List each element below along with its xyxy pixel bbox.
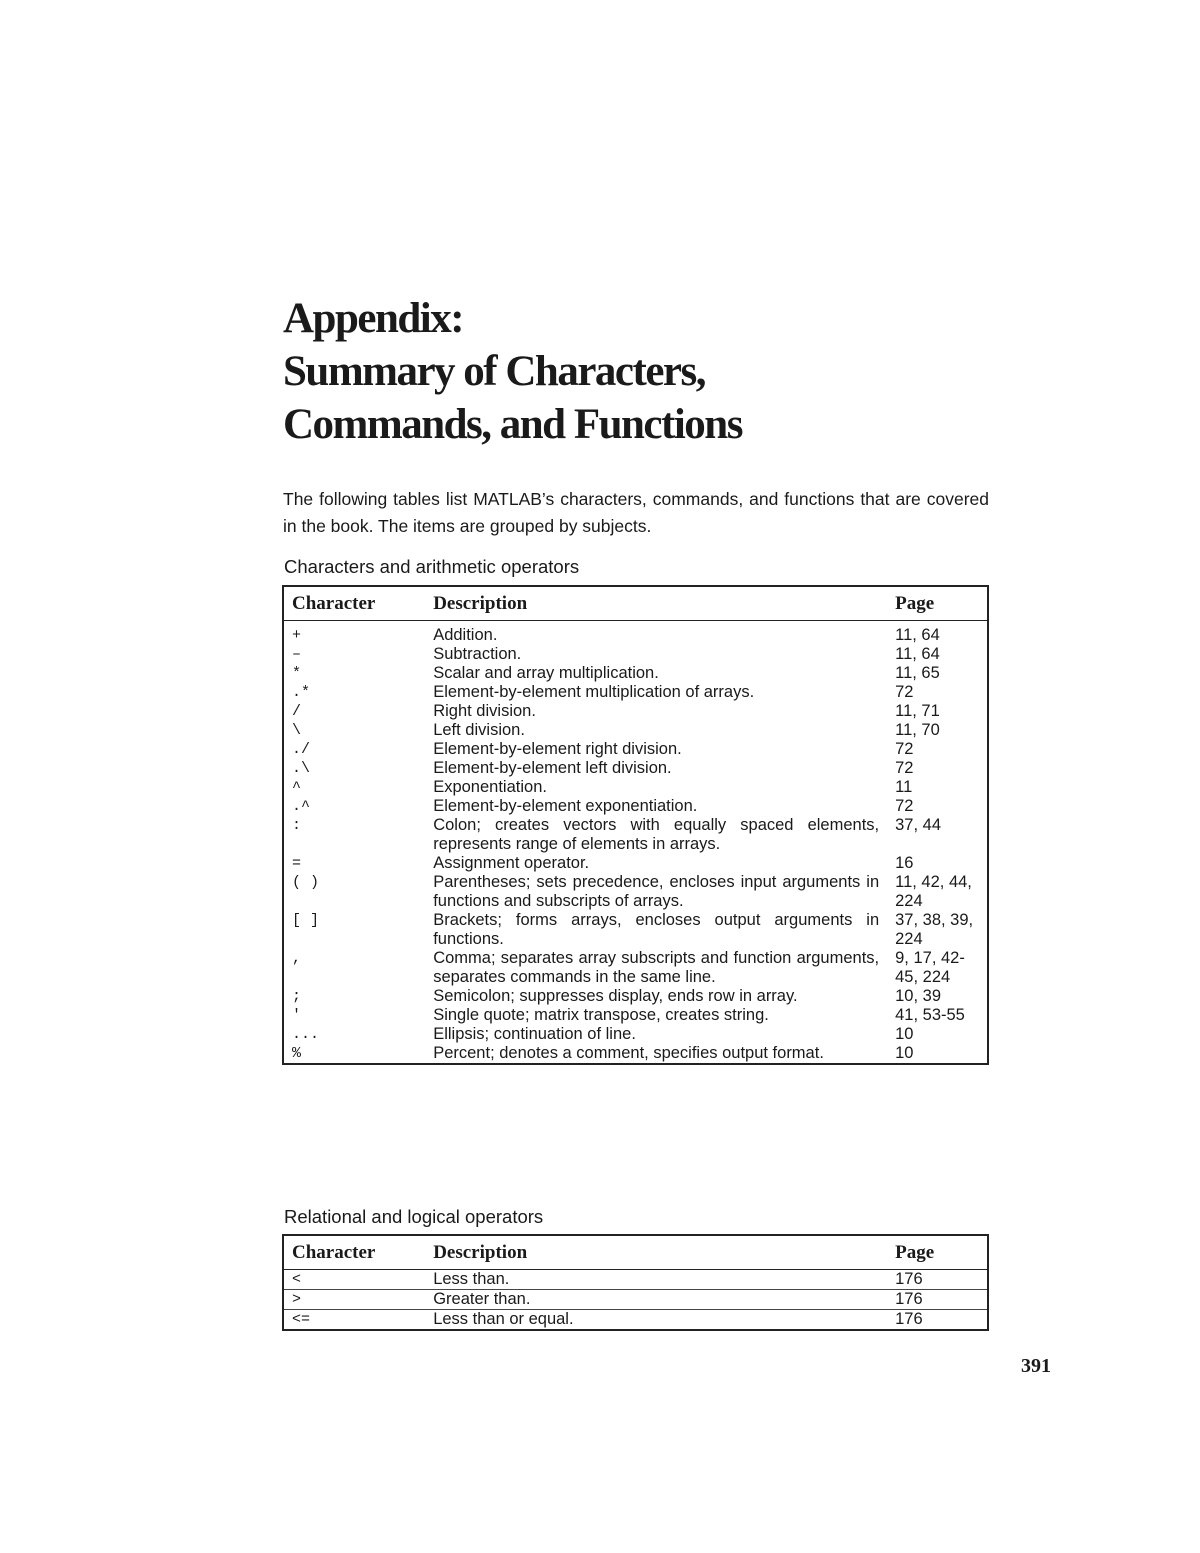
title-line: Appendix: [283,295,464,342]
cell-page: 176 [887,1270,988,1290]
cell-description: Subtraction. [433,645,522,663]
cell-character: ^ [292,779,302,796]
cell-page: 11, 64 [895,645,940,663]
column-header-description: Description [425,586,887,621]
cell-character: ./ [292,741,311,758]
cell-character: = [292,855,302,872]
cell-character: [ ] [292,912,320,929]
cell-description: Ellipsis; continuation of line. [433,1025,636,1043]
cell-character: < [283,1270,425,1290]
table-row [283,1270,988,1290]
cell-description: Assignment operator. [433,854,590,872]
cell-character: > [283,1290,425,1310]
cell-character: ' [292,1007,302,1024]
cell-description: Exponentiation. [433,778,547,796]
cell-description: Element-by-element multiplication of arrays. [433,683,755,701]
cell-description: Greater than. [425,1290,887,1310]
table-row [283,621,988,646]
table-row [283,1044,988,1064]
cell-page: 37, 38, 39, 224 [895,911,974,948]
table-row [283,778,988,797]
cell-page: 9, 17, 42-45, 224 [895,949,965,986]
cell-character: \ [292,722,302,739]
table-caption: Relational and logical operators [284,1206,544,1227]
cell-character: ( ) [292,874,320,891]
column-header-page: Page [887,586,988,621]
cell-character: / [292,703,302,720]
cell-page: 176 [887,1290,988,1310]
page-number: 391 [1021,1355,1051,1377]
cell-character: .^ [292,798,311,815]
cell-description: Parentheses; sets precedence, encloses input arguments in functions and subscripts of arrays. [433,873,880,910]
cell-description: Semicolon; suppresses display, ends row in array. [433,987,798,1005]
cell-description: Colon; creates vectors with equally spaced elements, represents range of elements in arrays. [433,816,880,853]
title-line: Summary of Characters, [283,348,705,395]
cell-page: 176 [895,1310,923,1328]
cell-page: 11, 64 [895,626,940,644]
table-row [283,702,988,721]
cell-page: 16 [895,854,914,872]
cell-description: Scalar and array multiplication. [433,664,659,682]
cell-page: 72 [895,740,914,758]
table-row [283,721,988,740]
table-row [283,987,988,1006]
cell-description: Element-by-element right division. [433,740,682,758]
cell-page: 72 [895,759,914,777]
cell-page: 11, 70 [895,721,940,739]
cell-description: Element-by-element left division. [433,759,672,777]
table-row [283,816,988,854]
cell-page: 11, 71 [895,702,940,720]
column-header-character: Character [283,1235,425,1270]
cell-description: Less than. [425,1270,887,1290]
relational-operators-table [282,1234,989,1331]
cell-page: 10, 39 [895,987,941,1005]
table-row [283,873,988,911]
cell-page: 10 [895,1025,914,1043]
cell-character: * [292,665,302,682]
table-row [283,759,988,778]
table-row [283,797,988,816]
column-header-character: Character [283,586,425,621]
cell-description: Less than or equal. [433,1310,574,1328]
cell-description: Comma; separates array subscripts and function arguments, separates commands in the same line. [433,949,880,986]
cell-character: % [292,1045,302,1062]
cell-page: 11, 65 [895,664,940,682]
cell-description: Element-by-element exponentiation. [433,797,698,815]
table-header-row [283,1235,988,1270]
cell-description: Right division. [433,702,536,720]
cell-description: Single quote; matrix transpose, creates string. [433,1006,769,1024]
column-header-description: Description [425,1235,887,1270]
cell-page: 41, 53-55 [895,1006,965,1024]
cell-character: : [292,817,302,834]
table-header-row [283,586,988,621]
cell-page: 37, 44 [895,816,941,834]
table-caption: Characters and arithmetic operators [284,556,580,577]
table-row [283,645,988,664]
table-row [283,1025,988,1044]
table-row [283,911,988,949]
table-row [283,664,988,683]
table-row [283,1310,988,1331]
cell-page: 72 [895,683,914,701]
cell-character: .* [292,684,311,701]
table-row [283,854,988,873]
intro-paragraph: The following tables list MATLAB’s characters, commands, and functions that are covered in the book. The items are grouped by subjects. [283,489,989,536]
column-header-page: Page [887,1235,988,1270]
table-row [283,740,988,759]
cell-page: 10 [895,1044,914,1062]
cell-character: , [292,950,302,967]
arithmetic-operators-table [282,585,989,1065]
cell-character: ... [292,1026,320,1043]
cell-description: Percent; denotes a comment, specifies output format. [433,1044,824,1062]
cell-description: Left division. [433,721,525,739]
cell-page: 11, 42, 44, 224 [895,873,972,910]
title-line: Commands, and Functions [283,401,742,448]
cell-description: Brackets; forms arrays, encloses output arguments in functions. [433,911,880,948]
cell-character: – [292,646,302,663]
cell-page: 11 [895,778,913,796]
table-row [283,1006,988,1025]
table-row [283,1290,988,1310]
cell-page: 72 [895,797,914,815]
cell-character: ; [292,988,302,1005]
appendix-title [283,292,742,451]
cell-character: <= [292,1311,311,1328]
cell-character: + [292,627,302,644]
table-row [283,949,988,987]
cell-character: .\ [292,760,311,777]
table-row [283,683,988,702]
cell-description: Addition. [433,626,498,644]
